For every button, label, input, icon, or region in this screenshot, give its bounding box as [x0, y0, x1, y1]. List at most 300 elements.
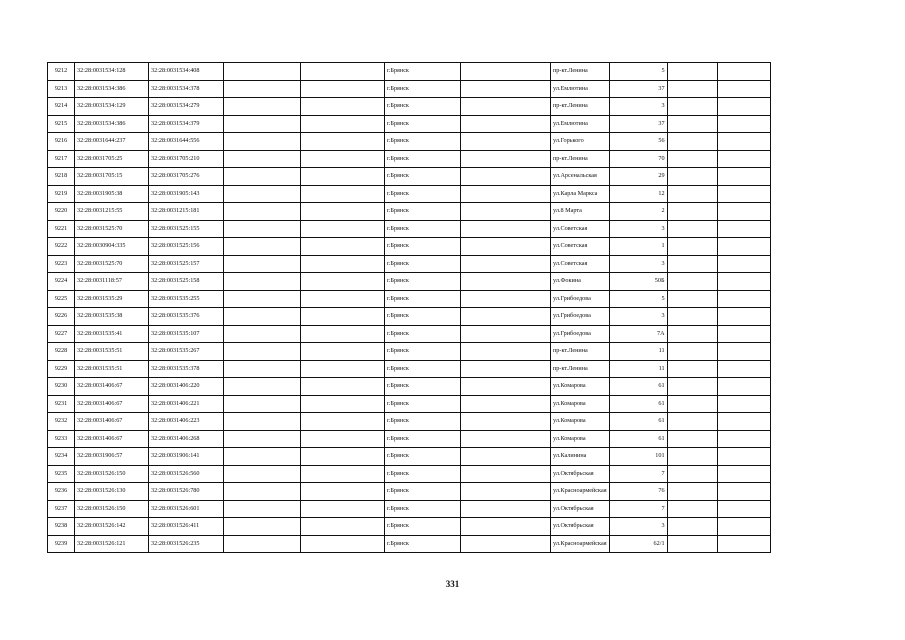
empty-cell — [224, 273, 301, 291]
object-cadastral-number-cell: 32:28:0031525:157 — [149, 255, 224, 273]
table-row — [48, 98, 771, 116]
table-row — [48, 238, 771, 256]
empty-cell — [717, 63, 770, 81]
city-cell: г.Брянск — [385, 535, 461, 553]
table-row — [48, 413, 771, 431]
empty-cell — [461, 168, 551, 186]
empty-cell — [667, 63, 717, 81]
object-cadastral-number-cell: 32:28:0031525:155 — [149, 220, 224, 238]
empty-cell — [461, 360, 551, 378]
empty-cell — [667, 483, 717, 501]
object-cadastral-number-cell: 32:28:0031406:268 — [149, 430, 224, 448]
empty-cell — [224, 483, 301, 501]
street-cell: ул.Советская — [551, 255, 610, 273]
cadastral-number-cell: 32:28:0030904:335 — [75, 238, 149, 256]
cadastral-number-cell: 32:28:0031406:67 — [75, 430, 149, 448]
house-number-cell: 3 — [609, 255, 667, 273]
cadastral-number-cell: 32:28:0031526:150 — [75, 500, 149, 518]
empty-cell — [717, 150, 770, 168]
empty-cell — [301, 185, 385, 203]
empty-cell — [461, 80, 551, 98]
table-row — [48, 220, 771, 238]
table-row — [48, 378, 771, 396]
house-number-cell: 7 — [609, 465, 667, 483]
street-cell: ул.Комарова — [551, 395, 610, 413]
cadastral-number-cell: 32:28:0031534:386 — [75, 115, 149, 133]
table-row — [48, 185, 771, 203]
house-number-cell: 101 — [609, 448, 667, 466]
object-cadastral-number-cell: 32:28:0031535:378 — [149, 360, 224, 378]
row-number-cell: 9238 — [48, 518, 75, 536]
street-cell: ул.Карла Маркса — [551, 185, 610, 203]
house-number-cell: 3 — [609, 518, 667, 536]
empty-cell — [461, 378, 551, 396]
house-number-cell: 61 — [609, 395, 667, 413]
cadastral-number-cell: 32:28:0031215:55 — [75, 203, 149, 221]
empty-cell — [667, 133, 717, 151]
empty-cell — [224, 115, 301, 133]
empty-cell — [301, 448, 385, 466]
object-cadastral-number-cell: 32:28:0031535:267 — [149, 343, 224, 361]
empty-cell — [461, 518, 551, 536]
object-cadastral-number-cell: 32:28:0031525:156 — [149, 238, 224, 256]
city-cell: г.Брянск — [385, 115, 461, 133]
table-row — [48, 80, 771, 98]
object-cadastral-number-cell: 32:28:0031535:107 — [149, 325, 224, 343]
empty-cell — [717, 220, 770, 238]
house-number-cell: 62/1 — [609, 535, 667, 553]
empty-cell — [224, 238, 301, 256]
table-row — [48, 465, 771, 483]
city-cell: г.Брянск — [385, 325, 461, 343]
empty-cell — [224, 378, 301, 396]
city-cell: г.Брянск — [385, 290, 461, 308]
city-cell: г.Брянск — [385, 395, 461, 413]
city-cell: г.Брянск — [385, 308, 461, 326]
empty-cell — [301, 360, 385, 378]
empty-cell — [224, 325, 301, 343]
empty-cell — [461, 535, 551, 553]
empty-cell — [667, 448, 717, 466]
row-number-cell: 9234 — [48, 448, 75, 466]
empty-cell — [717, 115, 770, 133]
object-cadastral-number-cell: 32:28:0031905:143 — [149, 185, 224, 203]
table-row — [48, 343, 771, 361]
empty-cell — [667, 535, 717, 553]
object-cadastral-number-cell: 32:28:0031534:279 — [149, 98, 224, 116]
street-cell: ул.Октябрьская — [551, 500, 610, 518]
empty-cell — [461, 238, 551, 256]
street-cell: пр-кт.Ленина — [551, 360, 610, 378]
empty-cell — [301, 465, 385, 483]
cadastral-number-cell: 32:28:0031535:51 — [75, 343, 149, 361]
empty-cell — [301, 220, 385, 238]
house-number-cell: 3 — [609, 308, 667, 326]
empty-cell — [224, 185, 301, 203]
city-cell: г.Брянск — [385, 500, 461, 518]
empty-cell — [461, 465, 551, 483]
table-row — [48, 255, 771, 273]
row-number-cell: 9212 — [48, 63, 75, 81]
street-cell: ул.Красноармейская — [551, 535, 610, 553]
empty-cell — [667, 115, 717, 133]
empty-cell — [667, 273, 717, 291]
object-cadastral-number-cell: 32:28:0031534:379 — [149, 115, 224, 133]
city-cell: г.Брянск — [385, 483, 461, 501]
street-cell: ул.Советская — [551, 238, 610, 256]
empty-cell — [301, 378, 385, 396]
empty-cell — [461, 395, 551, 413]
city-cell: г.Брянск — [385, 133, 461, 151]
table-row — [48, 483, 771, 501]
row-number-cell: 9218 — [48, 168, 75, 186]
empty-cell — [717, 378, 770, 396]
street-cell: пр-кт.Ленина — [551, 98, 610, 116]
row-number-cell: 9237 — [48, 500, 75, 518]
cadastral-number-cell: 32:28:0031535:41 — [75, 325, 149, 343]
table-row — [48, 273, 771, 291]
house-number-cell: 29 — [609, 168, 667, 186]
empty-cell — [461, 343, 551, 361]
empty-cell — [461, 500, 551, 518]
empty-cell — [461, 325, 551, 343]
row-number-cell: 9213 — [48, 80, 75, 98]
empty-cell — [301, 168, 385, 186]
empty-cell — [717, 535, 770, 553]
empty-cell — [224, 518, 301, 536]
city-cell: г.Брянск — [385, 80, 461, 98]
empty-cell — [461, 203, 551, 221]
street-cell: ул.Грибоедова — [551, 290, 610, 308]
row-number-cell: 9233 — [48, 430, 75, 448]
city-cell: г.Брянск — [385, 238, 461, 256]
cadastral-number-cell: 32:28:0031118:57 — [75, 273, 149, 291]
empty-cell — [224, 308, 301, 326]
empty-cell — [667, 343, 717, 361]
empty-cell — [301, 63, 385, 81]
street-cell: ул.Октябрьская — [551, 518, 610, 536]
row-number-cell: 9229 — [48, 360, 75, 378]
street-cell: пр-кт.Ленина — [551, 343, 610, 361]
cadastral-number-cell: 32:28:0031406:67 — [75, 395, 149, 413]
empty-cell — [301, 308, 385, 326]
house-number-cell: 2 — [609, 203, 667, 221]
row-number-cell: 9227 — [48, 325, 75, 343]
empty-cell — [667, 360, 717, 378]
empty-cell — [224, 413, 301, 431]
empty-cell — [717, 518, 770, 536]
empty-cell — [301, 290, 385, 308]
empty-cell — [301, 413, 385, 431]
row-number-cell: 9214 — [48, 98, 75, 116]
empty-cell — [667, 413, 717, 431]
page-number: 331 — [445, 579, 460, 589]
empty-cell — [717, 238, 770, 256]
house-number-cell: 37 — [609, 80, 667, 98]
street-cell: ул.Комарова — [551, 430, 610, 448]
empty-cell — [301, 483, 385, 501]
table-row — [48, 115, 771, 133]
empty-cell — [461, 185, 551, 203]
object-cadastral-number-cell: 32:28:0031525:158 — [149, 273, 224, 291]
table-row — [48, 63, 771, 81]
object-cadastral-number-cell: 32:28:0031526:560 — [149, 465, 224, 483]
house-number-cell: 61 — [609, 378, 667, 396]
house-number-cell: 3 — [609, 220, 667, 238]
row-number-cell: 9217 — [48, 150, 75, 168]
empty-cell — [717, 325, 770, 343]
empty-cell — [224, 360, 301, 378]
row-number-cell: 9232 — [48, 413, 75, 431]
cadastral-number-cell: 32:28:0031705:25 — [75, 150, 149, 168]
empty-cell — [461, 63, 551, 81]
street-cell: ул.Октябрьская — [551, 465, 610, 483]
object-cadastral-number-cell: 32:28:0031406:223 — [149, 413, 224, 431]
city-cell: г.Брянск — [385, 430, 461, 448]
empty-cell — [717, 308, 770, 326]
row-number-cell: 9216 — [48, 133, 75, 151]
row-number-cell: 9228 — [48, 343, 75, 361]
street-cell: пр-кт.Ленина — [551, 63, 610, 81]
empty-cell — [224, 63, 301, 81]
table-row — [48, 168, 771, 186]
empty-cell — [667, 80, 717, 98]
empty-cell — [667, 150, 717, 168]
table-row — [48, 308, 771, 326]
street-cell: ул.Горького — [551, 133, 610, 151]
empty-cell — [301, 273, 385, 291]
row-number-cell: 9220 — [48, 203, 75, 221]
house-number-cell: 61 — [609, 413, 667, 431]
empty-cell — [461, 220, 551, 238]
table-row — [48, 500, 771, 518]
object-cadastral-number-cell: 32:28:0031534:408 — [149, 63, 224, 81]
city-cell: г.Брянск — [385, 343, 461, 361]
empty-cell — [301, 430, 385, 448]
empty-cell — [667, 465, 717, 483]
object-cadastral-number-cell: 32:28:0031406:221 — [149, 395, 224, 413]
row-number-cell: 9215 — [48, 115, 75, 133]
empty-cell — [224, 80, 301, 98]
empty-cell — [224, 203, 301, 221]
house-number-cell: 5 — [609, 290, 667, 308]
street-cell: ул.Арсенальская — [551, 168, 610, 186]
street-cell: ул.Комарова — [551, 378, 610, 396]
object-cadastral-number-cell: 32:28:0031526:780 — [149, 483, 224, 501]
empty-cell — [667, 255, 717, 273]
street-cell: ул.Калинина — [551, 448, 610, 466]
empty-cell — [461, 308, 551, 326]
empty-cell — [301, 500, 385, 518]
empty-cell — [301, 150, 385, 168]
empty-cell — [717, 255, 770, 273]
row-number-cell: 9236 — [48, 483, 75, 501]
row-number-cell: 9224 — [48, 273, 75, 291]
row-number-cell: 9225 — [48, 290, 75, 308]
house-number-cell: 5 — [609, 63, 667, 81]
empty-cell — [461, 98, 551, 116]
empty-cell — [717, 185, 770, 203]
empty-cell — [301, 325, 385, 343]
street-cell: ул.Емлютина — [551, 80, 610, 98]
empty-cell — [224, 395, 301, 413]
cadastral-number-cell: 32:28:0031525:70 — [75, 255, 149, 273]
row-number-cell: 9239 — [48, 535, 75, 553]
empty-cell — [717, 80, 770, 98]
cadastral-number-cell: 32:28:0031534:129 — [75, 98, 149, 116]
empty-cell — [717, 203, 770, 221]
table-row — [48, 430, 771, 448]
city-cell: г.Брянск — [385, 518, 461, 536]
object-cadastral-number-cell: 32:28:0031534:378 — [149, 80, 224, 98]
city-cell: г.Брянск — [385, 63, 461, 81]
city-cell: г.Брянск — [385, 185, 461, 203]
empty-cell — [461, 430, 551, 448]
empty-cell — [224, 133, 301, 151]
empty-cell — [461, 255, 551, 273]
row-number-cell: 9226 — [48, 308, 75, 326]
house-number-cell: 1 — [609, 238, 667, 256]
row-number-cell: 9230 — [48, 378, 75, 396]
empty-cell — [301, 203, 385, 221]
house-number-cell: 12 — [609, 185, 667, 203]
cadastral-number-cell: 32:28:0031526:150 — [75, 465, 149, 483]
city-cell: г.Брянск — [385, 150, 461, 168]
empty-cell — [301, 255, 385, 273]
city-cell: г.Брянск — [385, 413, 461, 431]
table-row — [48, 203, 771, 221]
empty-cell — [667, 308, 717, 326]
street-cell: ул.Грибоедова — [551, 325, 610, 343]
city-cell: г.Брянск — [385, 203, 461, 221]
table-row — [48, 133, 771, 151]
table-row — [48, 518, 771, 536]
empty-cell — [667, 98, 717, 116]
object-cadastral-number-cell: 32:28:0031535:376 — [149, 308, 224, 326]
empty-cell — [717, 360, 770, 378]
empty-cell — [717, 500, 770, 518]
empty-cell — [224, 535, 301, 553]
object-cadastral-number-cell: 32:28:0031406:220 — [149, 378, 224, 396]
empty-cell — [667, 290, 717, 308]
city-cell: г.Брянск — [385, 98, 461, 116]
city-cell: г.Брянск — [385, 168, 461, 186]
house-number-cell: 7А — [609, 325, 667, 343]
empty-cell — [224, 290, 301, 308]
city-cell: г.Брянск — [385, 465, 461, 483]
empty-cell — [301, 395, 385, 413]
row-number-cell: 9223 — [48, 255, 75, 273]
empty-cell — [301, 535, 385, 553]
house-number-cell: 50Б — [609, 273, 667, 291]
empty-cell — [667, 500, 717, 518]
empty-cell — [461, 115, 551, 133]
empty-cell — [301, 518, 385, 536]
cadastral-number-cell: 32:28:0031525:70 — [75, 220, 149, 238]
empty-cell — [717, 98, 770, 116]
row-number-cell: 9231 — [48, 395, 75, 413]
cadastral-number-cell: 32:28:0031535:29 — [75, 290, 149, 308]
city-cell: г.Брянск — [385, 448, 461, 466]
empty-cell — [224, 168, 301, 186]
empty-cell — [461, 133, 551, 151]
cadastral-number-cell: 32:28:0031534:128 — [75, 63, 149, 81]
empty-cell — [667, 238, 717, 256]
house-number-cell: 11 — [609, 360, 667, 378]
city-cell: г.Брянск — [385, 378, 461, 396]
table-row — [48, 360, 771, 378]
cadastral-number-cell: 32:28:0031705:15 — [75, 168, 149, 186]
house-number-cell: 7 — [609, 500, 667, 518]
cadastral-number-cell: 32:28:0031535:51 — [75, 360, 149, 378]
empty-cell — [461, 413, 551, 431]
cadastral-number-cell: 32:28:0031526:121 — [75, 535, 149, 553]
address-table — [47, 62, 771, 553]
empty-cell — [224, 220, 301, 238]
object-cadastral-number-cell: 32:28:0031705:210 — [149, 150, 224, 168]
empty-cell — [667, 378, 717, 396]
empty-cell — [224, 255, 301, 273]
row-number-cell: 9235 — [48, 465, 75, 483]
empty-cell — [301, 343, 385, 361]
empty-cell — [301, 80, 385, 98]
empty-cell — [667, 203, 717, 221]
empty-cell — [717, 465, 770, 483]
house-number-cell: 70 — [609, 150, 667, 168]
empty-cell — [717, 168, 770, 186]
object-cadastral-number-cell: 32:28:0031215:181 — [149, 203, 224, 221]
empty-cell — [461, 290, 551, 308]
table-row — [48, 150, 771, 168]
house-number-cell: 76 — [609, 483, 667, 501]
street-cell: ул.Грибоедова — [551, 308, 610, 326]
city-cell: г.Брянск — [385, 273, 461, 291]
cadastral-number-cell: 32:28:0031406:67 — [75, 378, 149, 396]
street-cell: ул.Комарова — [551, 413, 610, 431]
empty-cell — [301, 115, 385, 133]
empty-cell — [717, 273, 770, 291]
street-cell: ул.Емлютина — [551, 115, 610, 133]
row-number-cell: 9221 — [48, 220, 75, 238]
empty-cell — [301, 238, 385, 256]
empty-cell — [461, 273, 551, 291]
row-number-cell: 9222 — [48, 238, 75, 256]
empty-cell — [717, 413, 770, 431]
cadastral-number-cell: 32:28:0031906:57 — [75, 448, 149, 466]
city-cell: г.Брянск — [385, 360, 461, 378]
street-cell: ул.Красноармейская — [551, 483, 610, 501]
empty-cell — [717, 483, 770, 501]
cadastral-number-cell: 32:28:0031526:142 — [75, 518, 149, 536]
empty-cell — [224, 448, 301, 466]
empty-cell — [667, 395, 717, 413]
empty-cell — [461, 150, 551, 168]
empty-cell — [224, 465, 301, 483]
object-cadastral-number-cell: 32:28:0031526:235 — [149, 535, 224, 553]
house-number-cell: 61 — [609, 430, 667, 448]
empty-cell — [667, 168, 717, 186]
cadastral-number-cell: 32:28:0031905:38 — [75, 185, 149, 203]
empty-cell — [461, 448, 551, 466]
house-number-cell: 56 — [609, 133, 667, 151]
cadastral-number-cell: 32:28:0031644:237 — [75, 133, 149, 151]
cadastral-number-cell: 32:28:0031526:130 — [75, 483, 149, 501]
empty-cell — [667, 518, 717, 536]
table-row — [48, 395, 771, 413]
house-number-cell: 3 — [609, 98, 667, 116]
empty-cell — [224, 343, 301, 361]
empty-cell — [667, 430, 717, 448]
